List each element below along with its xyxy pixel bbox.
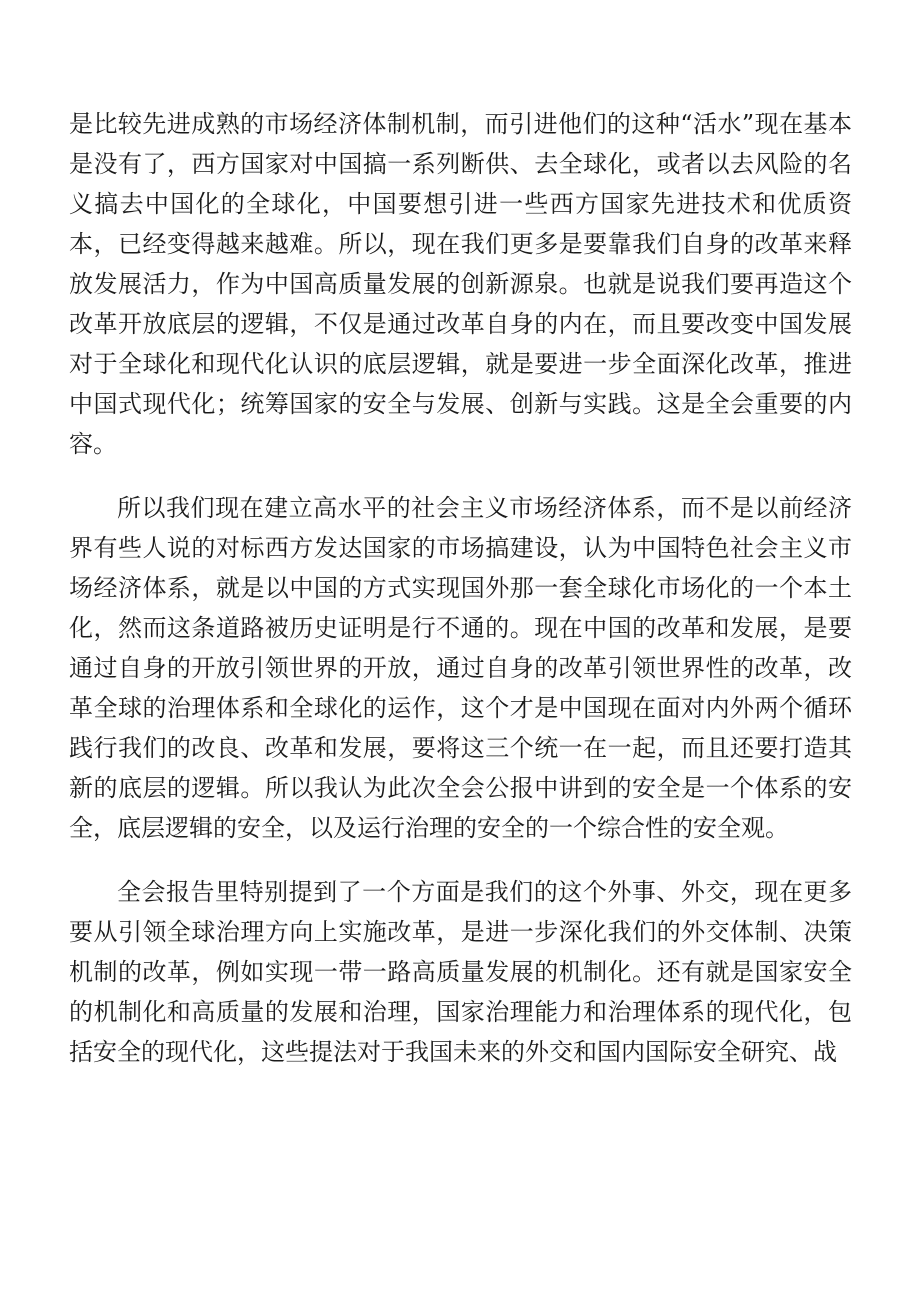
document-body (69, 104, 852, 1096)
paragraph-continued: 是比较先进成熟的市场经济体制机制，而引进他们的这种“活水”现在基本是没有了，西方国家对中国搞一系列断供、去全球化，或者以去风险的名义搞去中国化的全球化，中国要想引进一些西方国家先进技术和优质资本，已经变得越来越难。所以，现在我们更多是要靠我们自身的改革来释放发展活力，作为中国高质量发展的创新源泉。也就是说我们要再造这个改革开放底层的逻辑，不仅是通过改革自身的内在，而且要改变中国发展对于全球化和现代化认识的底层逻辑，就是要进一步全面深化改革，推进中国式现代化；统筹国家的安全与发展、创新与实践。这是全会重要的内容。 (69, 110, 852, 458)
paragraph-market-economy: 所以我们现在建立高水平的社会主义市场经济体系，而不是以前经济界有些人说的对标西方发达国家的市场搞建设，认为中国特色社会主义市场经济体系，就是以中国的方式实现国外那一套全球化市场化的一个本土化，然而这条道路被历史证明是行不通的。现在中国的改革和发展，是要通过自身的开放引领世界的开放，通过自身的改革引领世界性的改革，改革全球的治理体系和全球化的运作，这个才是中国现在面对内外两个循环践行我们的改良、改革和发展，要将这三个统一在一起，而且还要打造其新的底层的逻辑。所以我认为此次全会公报中讲到的安全是一个体系的安全，底层逻辑的安全，以及运行治理的安全的一个综合性的安全观。 (69, 494, 852, 842)
paragraph-foreign-affairs: 全会报告里特别提到了一个方面是我们的这个外事、外交，现在更多要从引领全球治理方向上实施改革，是进一步深化我们的外交体制、决策机制的改革，例如实现一带一路高质量发展的机制化。还有就是国家安全的机制化和高质量的发展和治理，国家治理能力和治理体系的现代化，包括安全的现代化，这些提法对于我国未来的外交和国内国际安全研究、战 (69, 878, 852, 1066)
